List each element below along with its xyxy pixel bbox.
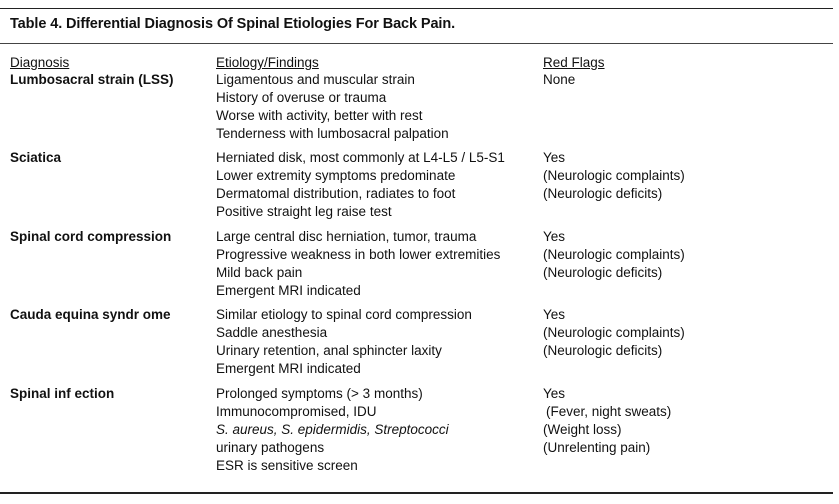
etiology-line: Emergent MRI indicated [216, 361, 361, 376]
etiology-line: S. aureus, S. epidermidis, Streptococci [216, 422, 449, 437]
red-flag-line: (Neurologic complaints) [543, 247, 685, 262]
red-flags-cell [543, 228, 685, 282]
diagnosis-cell: Spinal cord compression [10, 229, 172, 244]
etiology-line: Emergent MRI indicated [216, 283, 361, 298]
header-etiology: Etiology/Findings [216, 55, 319, 70]
red-flags-cell [543, 149, 685, 203]
red-flag-line: (Unrelenting pain) [543, 440, 651, 455]
red-flag-line: (Neurologic deficits) [543, 343, 663, 358]
red-flag-line: (Weight loss) [543, 422, 622, 437]
red-flag-line: Yes [543, 386, 566, 401]
header-red-flags: Red Flags [543, 55, 605, 70]
etiology-cell [216, 149, 505, 221]
etiology-line: Herniated disk, most commonly at L4-L5 / L5-S1 [216, 150, 505, 165]
red-flag-line: (Neurologic complaints) [543, 325, 685, 340]
etiology-cell [216, 71, 449, 143]
etiology-line: Large central disc herniation, tumor, trauma [216, 229, 477, 244]
etiology-line: Prolonged symptoms (> 3 months) [216, 386, 423, 401]
top-rule [0, 8, 833, 9]
etiology-line: Similar etiology to spinal cord compression [216, 307, 472, 322]
etiology-cell [216, 306, 472, 378]
etiology-line: Dermatomal distribution, radiates to foot [216, 186, 456, 201]
etiology-line: Worse with activity, better with rest [216, 108, 423, 123]
diagnosis-cell: Sciatica [10, 150, 62, 165]
etiology-line: ESR is sensitive screen [216, 458, 358, 473]
etiology-cell [216, 228, 500, 300]
etiology-line: Lower extremity symptoms predominate [216, 168, 456, 183]
red-flag-line: Yes [543, 229, 566, 244]
etiology-line: Tenderness with lumbosacral palpation [216, 126, 449, 141]
red-flag-line: (Fever, night sweats) [546, 404, 672, 419]
etiology-line: Immunocompromised, IDU [216, 404, 377, 419]
red-flag-line: (Neurologic deficits) [543, 186, 663, 201]
etiology-line: urinary pathogens [216, 440, 325, 455]
red-flag-line: Yes [543, 150, 566, 165]
diagnosis-cell: Spinal inf ection [10, 386, 115, 401]
red-flag-line: (Neurologic deficits) [543, 265, 663, 280]
etiology-line: Urinary retention, anal sphincter laxity [216, 343, 442, 358]
red-flags-cell [543, 306, 685, 360]
red-flag-line: None [543, 72, 576, 87]
etiology-line: Positive straight leg raise test [216, 204, 392, 219]
diagnosis-cell: Lumbosacral strain (LSS) [10, 72, 174, 87]
etiology-line: Mild back pain [216, 265, 303, 280]
red-flags-cell [543, 385, 671, 457]
header-diagnosis: Diagnosis [10, 55, 70, 70]
table-title: Table 4. Differential Diagnosis Of Spinal Etiologies For Back Pain. [10, 16, 456, 32]
etiology-line: Saddle anesthesia [216, 325, 328, 340]
bottom-rule [0, 492, 833, 494]
etiology-line: Ligamentous and muscular strain [216, 72, 415, 87]
red-flag-line: (Neurologic complaints) [543, 168, 685, 183]
etiology-line: Progressive weakness in both lower extremities [216, 247, 501, 262]
etiology-cell [216, 385, 449, 475]
red-flags-cell [543, 71, 575, 89]
etiology-line: History of overuse or trauma [216, 90, 387, 105]
title-rule [0, 43, 833, 44]
red-flag-line: Yes [543, 307, 566, 322]
diagnosis-cell: Cauda equina syndr ome [10, 307, 171, 322]
